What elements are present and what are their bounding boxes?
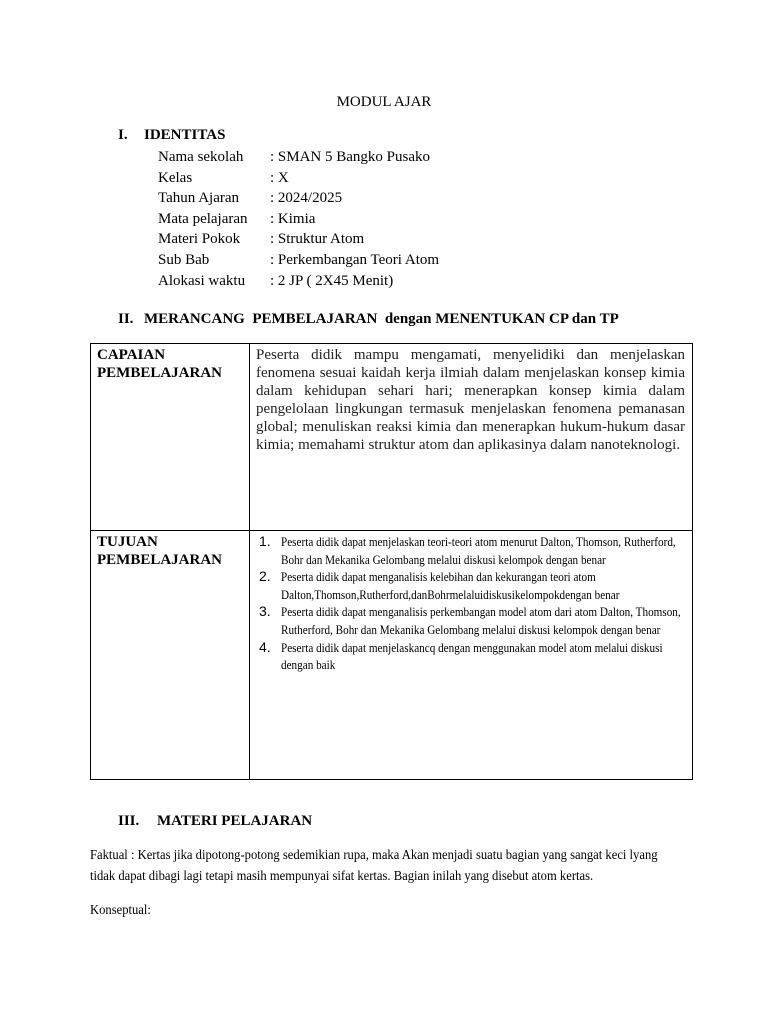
- identitas-row: [158, 188, 439, 209]
- section-number: III.: [118, 813, 140, 829]
- tp-item-number: 1.: [259, 533, 271, 549]
- cp-label-cell: [91, 344, 250, 531]
- tp-list-item: [250, 639, 682, 674]
- identitas-value: : 2 JP ( 2X45 Menit): [270, 272, 394, 289]
- identitas-row: [158, 229, 439, 250]
- tp-list-item: [250, 603, 682, 638]
- identitas-table: [158, 147, 439, 291]
- tp-item-text: Peserta didik dapat menganalisis kelebihan dan kekurangan teori atom Dalton,Thomson,Rutherford,danBohrmelaluidiskusikelompokdengan benar: [281, 569, 620, 602]
- cp-tp-table: [90, 343, 693, 780]
- identitas-label: Sub Bab: [158, 251, 210, 268]
- document-title: MODUL AJAR: [336, 94, 432, 110]
- tp-item-text: Peserta didik dapat menganalisis perkembangan model atom dari atom Dalton, Thomson, Rutherford, Bohr dan Mekanika Gelombang melalui diskusi kelompok dengan benar: [281, 604, 681, 637]
- identitas-value: : X: [270, 169, 289, 186]
- tp-item-number: 2.: [259, 568, 271, 585]
- cp-content-cell: [250, 344, 693, 531]
- cp-text: Peserta didik mampu mengamati, menyelidiki dan menjelaskan fenomena sesuai kaidah kerja ilmiah dalam menjelaskan konsep kimia dalam kehidupan sehari hari; menerapkan konsep kimia dalam pengelolaan lingkungan termasuk menjelaskan fenomena pemanasan global; menuliskan reaksi kimia dan menerapkan hukum-hukum dasar kimia; memahami struktur atom dan aplikasinya dalam nanoteknologi.: [256, 347, 685, 453]
- identitas-row: [158, 209, 439, 230]
- cp-label-line: CAPAIAN: [97, 347, 166, 363]
- tp-label-line: PEMBELAJARAN: [97, 552, 223, 568]
- section-title: IDENTITAS: [144, 127, 226, 143]
- section-number: II.: [118, 311, 134, 327]
- faktual-paragraph: Faktual : Kertas jika dipotong-potong sedemikian rupa, maka Akan menjadi suatu bagian yang sangat keci lyang tidak dapat dibagi lagi tetapi masih mempunyai sifat kertas. Bagian inilah yang disebut atom kertas.: [90, 848, 658, 884]
- section-title: MERANCANG PEMBELAJARAN dengan MENENTUKAN CP dan TP: [144, 311, 619, 327]
- identitas-label: Kelas: [158, 169, 193, 186]
- identitas-value: : SMAN 5 Bangko Pusako: [270, 149, 431, 165]
- tp-list-item: [250, 568, 682, 603]
- identitas-label: Tahun Ajaran: [158, 190, 240, 207]
- identitas-row: [158, 168, 439, 189]
- tp-item-number: 3.: [259, 603, 271, 620]
- section-materi-heading: [118, 813, 312, 830]
- section-number: I.: [118, 127, 128, 143]
- tp-item-number: 4.: [259, 638, 271, 655]
- identitas-value: : Kimia: [270, 210, 316, 227]
- tp-item-text: Peserta didik dapat menjelaskancq dengan menggunakan model atom melalui diskusi dengan baik: [281, 639, 663, 673]
- identitas-row: [158, 271, 439, 292]
- tp-list-item: [250, 533, 682, 568]
- tp-label-cell: [91, 531, 250, 780]
- identitas-value: : Struktur Atom: [270, 231, 365, 248]
- cp-label-line: PEMBELAJARAN: [97, 365, 223, 381]
- section-title: MATERI PELAJARAN: [157, 813, 313, 829]
- tp-content-cell: [250, 531, 693, 780]
- identitas-label: Materi Pokok: [158, 231, 241, 248]
- identitas-label: Nama sekolah: [158, 149, 244, 165]
- konseptual-label: Konseptual:: [90, 903, 151, 918]
- tp-item-text: Peserta didik dapat menjelaskan teori-teori atom menurut Dalton, Thomson, Rutherford, Bohr dan Mekanika Gelombang melalui diskusi kelompok dengan benar: [281, 534, 676, 567]
- identitas-value: : 2024/2025: [270, 190, 343, 207]
- identitas-label: Alokasi waktu: [158, 272, 246, 289]
- tp-row: [91, 531, 693, 780]
- tp-list: [250, 531, 692, 674]
- cp-row: [91, 344, 693, 531]
- section-identitas-heading: [118, 127, 225, 144]
- identitas-label: Mata pelajaran: [158, 210, 248, 227]
- identitas-value: : Perkembangan Teori Atom: [270, 251, 440, 268]
- identitas-row: [158, 147, 439, 168]
- identitas-row: [158, 250, 439, 271]
- section-merancang-heading: [118, 311, 619, 328]
- tp-label-line: TUJUAN: [97, 534, 158, 550]
